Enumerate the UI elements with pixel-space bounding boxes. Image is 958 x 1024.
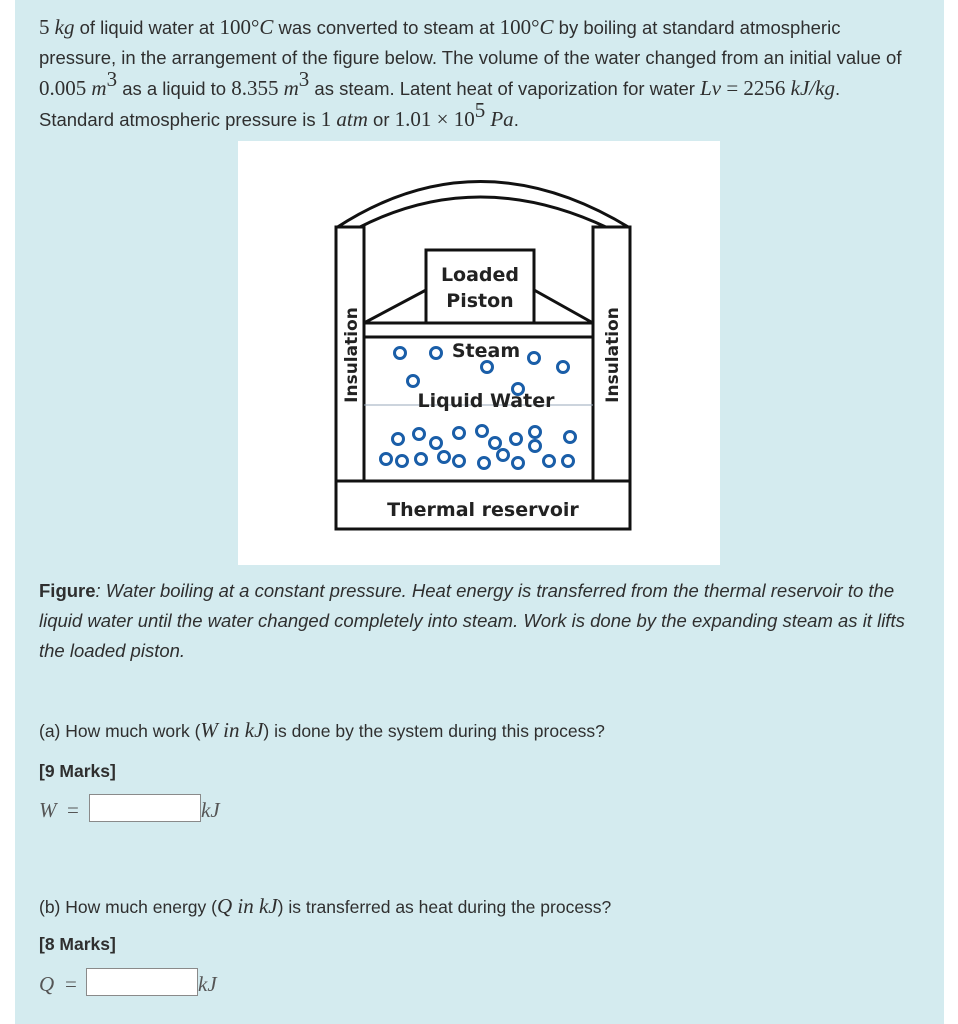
heat-answer-input[interactable] [86, 968, 198, 996]
water-bubble [544, 456, 555, 467]
water-bubble [530, 441, 541, 452]
water-bubble [397, 456, 408, 467]
caption-text: : Water boiling at a constant pressure. Heat energy is transferred from the thermal reservoir to the liquid water until the water changed completely into steam. Work is done by the expanding steam as it lifts the loaded piston. [39, 580, 905, 661]
question-a: (a) How much work (W in kJ) is done by the system during this process? [39, 718, 605, 742]
marks-b: [8 Marks] [39, 934, 116, 954]
equals-sign-b: = [65, 972, 77, 996]
unit-kj-a: kJ [201, 798, 220, 822]
work-answer-input[interactable] [89, 794, 201, 822]
water-bubble [513, 458, 524, 469]
water-bubble [477, 426, 488, 437]
boiling-diagram [238, 141, 720, 565]
steam-bubble [558, 362, 569, 373]
insulation-label-right: Insulation [603, 307, 623, 403]
water-bubble [498, 450, 509, 461]
water-bubble [479, 458, 490, 469]
water-bubble [416, 454, 427, 465]
caption-label: Figure [39, 580, 96, 601]
water-bubble [490, 438, 501, 449]
figure-caption [39, 576, 919, 666]
water-bubble [393, 434, 404, 445]
water-bubble [414, 429, 425, 440]
answer-row-a [39, 794, 279, 828]
loaded-piston-block [426, 250, 534, 323]
water-bubble [431, 438, 442, 449]
piston-plate [364, 323, 593, 337]
water-bubble [439, 452, 450, 463]
water-bubble [563, 456, 574, 467]
water-bubble [454, 456, 465, 467]
piston-label-line2: Piston [446, 290, 514, 312]
water-bubbles [381, 426, 576, 469]
equals-sign-a: = [67, 798, 79, 822]
problem-statement: 5 kg of liquid water at 100°C was converted to steam at 100°C by boiling at standard atmospheric pressure, in the arrangement of the figure below. The volume of the water changed from an initial value of 0.005 $m^3$ as a liquid to 8.355 $m^3$ as steam. Latent heat of vaporization for water Lv = 2256 kJ/kg. Standard atmospheric pressure is 1 atm or $1.01 \times 10^5$ Pa. [39, 15, 902, 131]
water-bubble [565, 432, 576, 443]
variable-w: W [39, 798, 57, 822]
water-bubble [381, 454, 392, 465]
water-bubble [530, 427, 541, 438]
liquid-water-label: Liquid Water [417, 390, 555, 412]
steam-bubble [482, 362, 493, 373]
dome-outer-arc [336, 182, 630, 229]
variable-q: Q [39, 972, 55, 996]
boiling-figure [238, 141, 720, 565]
piston-label-line1: Loaded [440, 264, 520, 286]
water-bubble [511, 434, 522, 445]
thermal-reservoir-label: Thermal reservoir [387, 499, 579, 521]
steam-bubble [431, 348, 442, 359]
insulation-label-left: Insulation [342, 307, 362, 403]
steam-bubble [529, 353, 540, 364]
dome-inner-arc [358, 197, 608, 228]
question-b: (b) How much energy (Q in kJ) is transferred as heat during the process? [39, 894, 612, 918]
steam-bubble [395, 348, 406, 359]
water-bubble [454, 428, 465, 439]
answer-row-b [39, 968, 279, 1002]
marks-a: [9 Marks] [39, 761, 116, 781]
steam-label: Steam [451, 340, 521, 362]
unit-kj-b: kJ [198, 972, 217, 996]
steam-bubble [408, 376, 419, 387]
